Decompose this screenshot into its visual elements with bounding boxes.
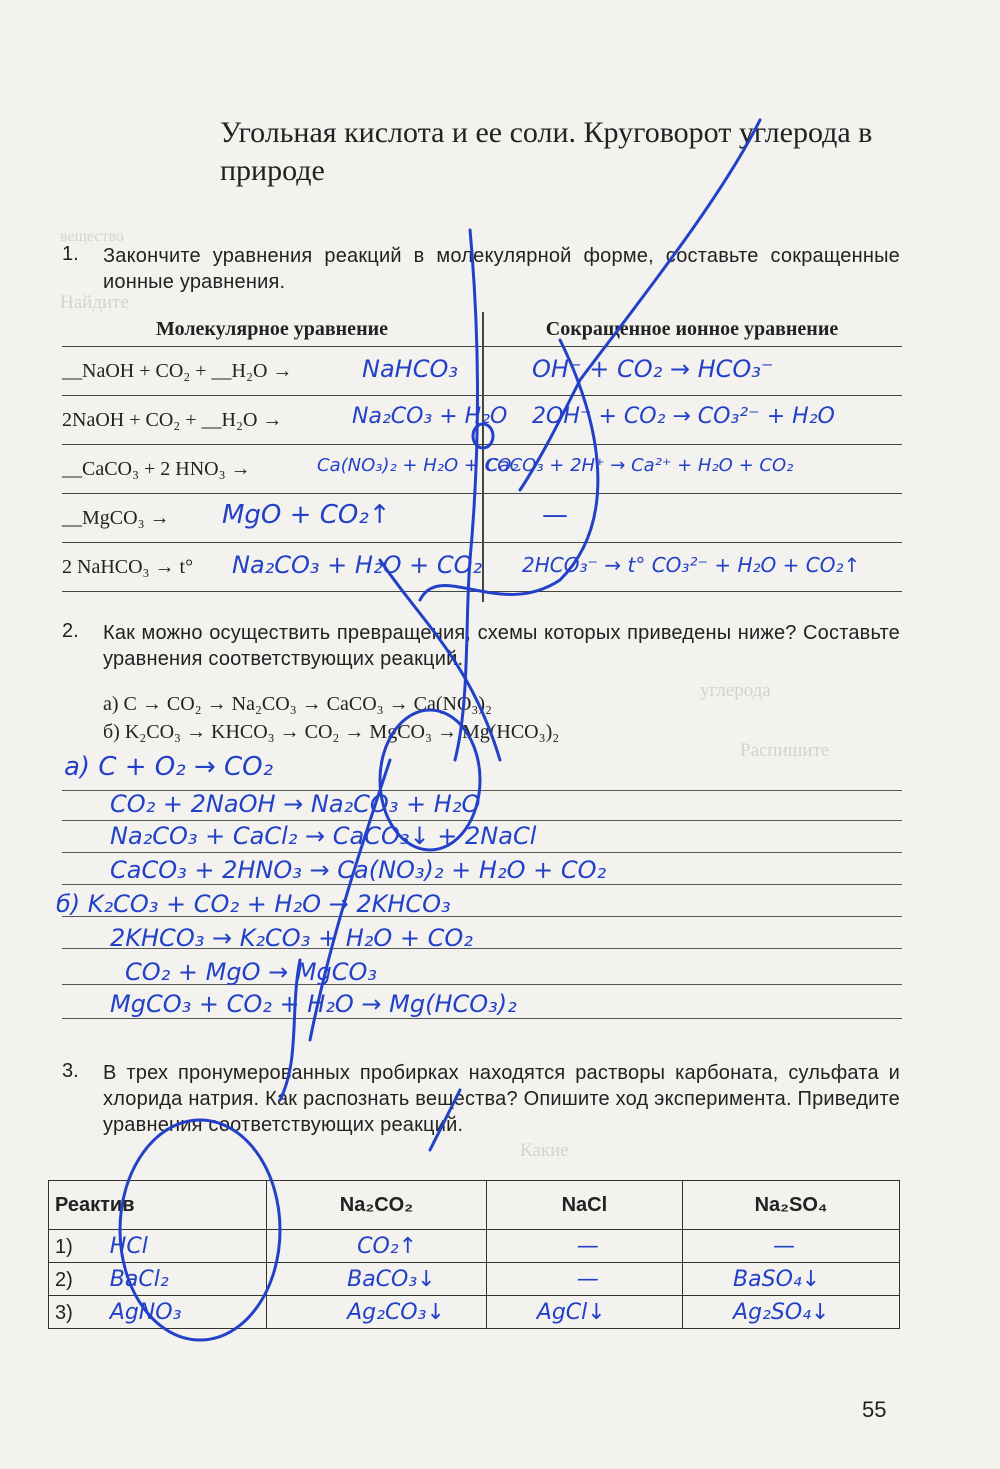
table-row (49, 1230, 900, 1263)
col-sulfate: Na₂SO₄ (683, 1181, 900, 1230)
handwritten-answer: NaHCO₃ (362, 355, 458, 383)
handwritten-line: б) K₂CO₃ + CO₂ + H₂O → 2KHCO₃ (56, 890, 451, 918)
scheme-a: а) C → CO₂ → Na₂CO₃ → CaCO₃ → Ca(NO₃)₂ (103, 693, 493, 715)
reagents-table (48, 1180, 900, 1329)
given-equation: __CaCO₃ + 2 HNO₃ → (62, 457, 251, 480)
reagent-cell: 2) BaCl₂ (49, 1263, 267, 1296)
handwritten-line: CO₂ + 2NaOH → Na₂CO₃ + H₂O (110, 790, 481, 818)
bleed-through: вещество (60, 228, 124, 245)
bleed-through: Распишите (740, 740, 830, 761)
handwritten-line: CO₂ + MgO → MgCO₃ (125, 958, 378, 986)
handwritten-line: MgCO₃ + CO₂ + H₂O → Mg(HCO₃)₂ (110, 990, 517, 1018)
result-cell: — (486, 1263, 682, 1296)
reagent-cell: 1) HCl (49, 1230, 267, 1263)
bleed-through: Какие (520, 1140, 569, 1161)
col-ionic-header: Сокращенное ионное уравнение (545, 317, 839, 340)
table-header-row (49, 1181, 900, 1230)
result-cell: BaSO₄↓ (683, 1263, 900, 1296)
table-row (62, 445, 902, 494)
ruled-line (62, 820, 902, 821)
col-reagent: Реактив (49, 1181, 267, 1230)
ruled-line (62, 1018, 902, 1019)
result-cell: — (683, 1230, 900, 1263)
table-row (49, 1263, 900, 1296)
handwritten-answer: 2HCO₃⁻ → t° CO₃²⁻ + H₂O + CO₂↑ (522, 553, 861, 577)
handwritten-line: 2KHCO₃ → K₂CO₃ + H₂O + CO₂ (110, 924, 473, 952)
result-cell: CO₂↑ (267, 1230, 487, 1263)
bleed-through: углерода (700, 680, 771, 701)
task2-text: Как можно осуществить превращения, схемы которых приведены ниже? Составьте уравнения соответствующих реакций. (103, 622, 900, 670)
handwritten-answer: — (542, 500, 568, 530)
given-equation: __MgCO₃ → (62, 506, 170, 529)
task3-text: В трех пронумерованных пробирках находятся растворы карбоната, сульфата и хлорида натрия. Как распознать вещества? Опишите ход эксперимента. Приведите уравнения соответствующих реакций. (103, 1062, 900, 1136)
handwritten-answer: Ca(NO₃)₂ + H₂O + CO₂ (317, 455, 519, 476)
table-row (62, 543, 902, 592)
handwritten-answer: OH⁻ + CO₂ → HCO₃⁻ (532, 355, 774, 383)
handwritten-answer: CaCO₃ + 2H⁺ → Ca²⁺ + H₂O + CO₂ (486, 455, 794, 476)
task1-number: 1. (62, 243, 79, 265)
result-cell: Ag₂CO₃↓ (267, 1296, 487, 1329)
col-carbonate: Na₂CO₂ (267, 1181, 487, 1230)
result-cell: — (486, 1230, 682, 1263)
handwritten-answer: Na₂CO₃ + H₂O + CO₂ (232, 551, 483, 579)
scheme-list (103, 690, 559, 746)
given-equation: 2 NaHCO₃ → t° (62, 555, 194, 578)
given-equation: __NaOH + CO₂ + __H₂O → (62, 359, 293, 382)
table-row (49, 1296, 900, 1329)
handwritten-answer: 2OH⁻ + CO₂ → CO₃²⁻ + H₂O (532, 404, 835, 429)
col-chloride: NaCl (486, 1181, 682, 1230)
task1-text: Закончите уравнения реакций в молекулярной форме, составьте сокращенные ионные уравнения. (103, 245, 900, 293)
handwritten-line: Na₂CO₃ + CaCl₂ → CaCO₃↓ + 2NaCl (110, 822, 537, 850)
reagent-cell: 3) AgNO₃ (49, 1296, 267, 1329)
page-number: 55 (862, 1397, 887, 1422)
table-row (62, 494, 902, 543)
table-row (62, 396, 902, 445)
task2-number: 2. (62, 620, 79, 642)
result-cell: Ag₂SO₄↓ (683, 1296, 900, 1329)
table-row (62, 347, 902, 396)
handwritten-line: CaCO₃ + 2HNO₃ → Ca(NO₃)₂ + H₂O + CO₂ (110, 856, 607, 884)
ruled-line (62, 852, 902, 853)
task3-number: 3. (62, 1060, 79, 1082)
result-cell: AgCl↓ (486, 1296, 682, 1329)
bleed-through: Найдите (60, 292, 129, 313)
handwritten-line: а) C + O₂ → CO₂ (64, 752, 274, 782)
page-title: Угольная кислота и ее соли. Круговорот углерода в природе (220, 116, 873, 187)
given-equation: 2NaOH + CO₂ + __H₂O → (62, 408, 283, 431)
handwritten-answer: Na₂CO₃ + H₂O (352, 404, 508, 429)
handwritten-answer: MgO + CO₂↑ (222, 500, 391, 530)
scheme-b: б) K₂CO₃ → KHCO₃ → CO₂ → MgCO₃ → Mg(HCO₃)₂ (103, 721, 560, 743)
result-cell: BaCO₃↓ (267, 1263, 487, 1296)
ruled-line (62, 884, 902, 885)
col-molecular-header: Молекулярное уравнение (155, 317, 388, 340)
reactions-table (62, 312, 902, 592)
